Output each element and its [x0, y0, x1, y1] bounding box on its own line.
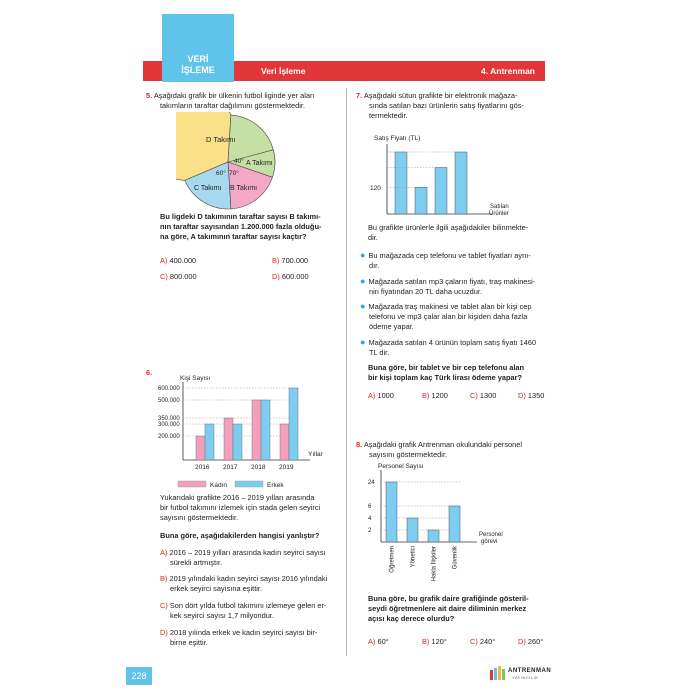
option-letter: C)	[160, 272, 168, 281]
q5-stem-line1: Bu ligdeki D takımının taraftar sayısı B takımı-	[160, 212, 321, 221]
bullet-text: ödeme yapar.	[369, 322, 414, 332]
bullet-text: dır.	[369, 261, 380, 271]
q7-stem-line1: Buna göre, bir tablet ve bir cep telefonu alan	[368, 363, 525, 372]
pie-angle-b: 70°	[229, 170, 239, 177]
q6-bar-erkek	[233, 424, 242, 460]
q7-bullet-2	[360, 275, 550, 297]
q6-category-label: 2016	[195, 464, 210, 471]
option-text: Son dört yılda futbol takımını izlemeye gelen er-	[169, 601, 327, 610]
option-letter: B)	[422, 637, 430, 646]
q8-bar	[449, 506, 460, 542]
q6-option-b[interactable]	[160, 574, 345, 594]
q7-bullet-4	[360, 336, 550, 358]
q6-ytick-label: 600.000	[158, 386, 180, 392]
q8-ytick-label: 24	[368, 480, 375, 486]
option-text: 2019 yılındaki kadın seyirci sayısı 2016 yılındaki	[169, 574, 328, 583]
pie-label-b: B Takımı	[230, 185, 258, 192]
option-text: 700.000	[281, 256, 309, 265]
q8-stem-line2: seydi öğretmenlere ait daire diliminin merkez	[368, 603, 527, 613]
q6-bar-kadın	[252, 400, 261, 460]
q7-option-a[interactable]	[368, 391, 394, 401]
option-letter: B)	[422, 391, 430, 400]
option-text: erkek seyirci sayısına eşittir.	[170, 583, 262, 593]
option-letter: D)	[518, 391, 526, 400]
option-text: 120°	[431, 637, 447, 646]
q6-xlabel: Yıllar	[308, 451, 323, 458]
q6-ytick-label: 500.000	[158, 398, 180, 404]
option-letter: A)	[160, 548, 168, 557]
q7-bar	[435, 168, 447, 215]
bullet-dot: ●	[360, 337, 366, 347]
option-letter: D)	[272, 272, 280, 281]
q8-option-d[interactable]	[518, 637, 543, 647]
bullet-text: nin fiyatından 20 TL daha ucuzdur.	[369, 287, 482, 297]
q7-intro	[356, 91, 551, 121]
option-letter: D)	[518, 637, 526, 646]
q6-body-line1: Yukarıdaki grafikte 2016 – 2019 yılları arasında	[160, 493, 315, 502]
option-letter: B)	[160, 574, 168, 583]
q6-stem: Buna göre, aşağıdakilerden hangisi yanlıştır?	[160, 531, 320, 540]
q8-option-c[interactable]	[470, 637, 495, 647]
q6-bar-kadın	[224, 418, 233, 460]
q7-stem	[368, 363, 553, 383]
q8-ylabel: Personel Sayısı	[378, 463, 424, 470]
option-text: 60°	[377, 637, 389, 646]
q5-number: 5.	[146, 91, 153, 100]
q6-option-c[interactable]	[160, 601, 345, 621]
q7-number: 7.	[356, 91, 363, 100]
q8-ytick-label: 4	[368, 516, 372, 522]
option-text: 800.000	[169, 272, 197, 281]
q8-category-label: Güvenlik	[452, 546, 459, 570]
publisher-logo	[490, 664, 550, 684]
q7-intro-line1: Aşağıdaki sütun grafikte bir elektronik mağaza-	[363, 91, 518, 100]
q6-category-label: 2018	[251, 464, 266, 471]
q7-option-c[interactable]	[470, 391, 496, 401]
test-title: 4. Antrenman	[480, 66, 535, 76]
option-text: kek seyirci sayısı 1,7 milyondur.	[170, 610, 274, 620]
option-text: 1300	[479, 391, 497, 400]
q7-xlabel-2: Ürünler	[489, 211, 509, 217]
q6-bar-kadın	[196, 436, 205, 460]
q6-bar-chart	[150, 374, 345, 494]
bullet-text: telefonu ve mp3 çalar alan bir kişiden daha fazla	[369, 312, 528, 322]
option-text: 260°	[527, 637, 544, 646]
q7-body	[368, 223, 553, 243]
option-letter: C)	[470, 637, 478, 646]
q6-option-a[interactable]	[160, 548, 345, 568]
q6-bar-erkek	[289, 388, 298, 460]
q8-xlabel-2: görevi	[481, 539, 498, 545]
q6-legend-erkek-swatch	[235, 481, 263, 487]
option-text: 2018 yılında erkek ve kadın seyirci sayısı bir-	[169, 628, 318, 637]
q8-bar-chart	[362, 460, 542, 592]
q8-ytick-label: 6	[368, 504, 372, 510]
bullet-text: Mağazada satılan 4 ürünün toplam satış fiyatı 1460	[368, 338, 537, 347]
q6-option-d[interactable]	[160, 628, 345, 648]
q6-legend-erkek: Erkek	[267, 482, 284, 489]
q7-body-line2: dir.	[368, 232, 378, 242]
tab-line1: VERİ	[187, 54, 209, 64]
bullet-dot: ●	[360, 301, 366, 311]
option-text: 400.000	[169, 256, 197, 265]
q8-category-label: Öğretmen	[389, 546, 396, 573]
q6-body	[160, 493, 345, 523]
logo-bars-icon	[490, 666, 506, 680]
q5-stem	[160, 212, 345, 242]
q8-category-label: Hakla İlişkiler	[431, 546, 438, 582]
option-text: 2016 – 2019 yılları arasında kadın seyirci sayısı	[169, 548, 326, 557]
option-text: 1350	[527, 391, 545, 400]
q7-xlabel-1: Satılan	[490, 204, 509, 210]
q8-option-a[interactable]	[368, 637, 389, 647]
q6-legend-kadin-swatch	[178, 481, 206, 487]
q8-option-b[interactable]	[422, 637, 447, 647]
q8-bar	[407, 518, 418, 542]
q8-intro-line1: Aşağıdaki grafik Antrenman okulundaki personel	[363, 440, 523, 449]
q6-bar-erkek	[261, 400, 270, 460]
q6-ytick-label: 200.000	[158, 434, 180, 440]
q5-intro-line1: Aşağıdaki grafik bir ülkenin futbol liginde yer alan	[153, 91, 315, 100]
q6-number: 6.	[146, 368, 153, 377]
pie-angle-a: 40°	[234, 158, 244, 165]
q6-ytick-label: 350.000	[158, 416, 180, 422]
q8-bar	[428, 530, 439, 542]
q7-ytick: 120	[370, 185, 381, 192]
pie-angle-c: 60°	[216, 170, 226, 177]
option-text: 1200	[431, 391, 448, 400]
bullet-dot: ●	[360, 276, 366, 286]
q8-number: 8.	[356, 440, 363, 449]
option-text: sürekli artmıştır.	[170, 557, 223, 567]
q8-intro	[356, 440, 551, 460]
option-letter: C)	[160, 601, 168, 610]
q8-stem-line1: Buna göre, bu grafik daire grafiğinde gösteril-	[368, 594, 529, 603]
q7-option-d[interactable]	[518, 391, 544, 401]
q8-intro-line2: sayısını göstermektedir.	[369, 449, 448, 459]
option-letter: B)	[272, 256, 280, 265]
q7-bar	[395, 152, 407, 214]
bullet-dot: ●	[360, 250, 366, 260]
page-number: 228	[126, 667, 152, 685]
column-divider	[346, 88, 347, 656]
q6-legend-kadin: Kadın	[210, 482, 227, 489]
q6-body-line2: bir futbol takımını izlemek için stada gelen seyirci	[160, 502, 321, 512]
q7-stem-line2: bir kişi toplam kaç Türk lirası ödeme yapar?	[368, 372, 523, 382]
bullet-text: Bu mağazada cep telefonu ve tablet fiyatları aynı-	[368, 251, 531, 260]
q6-bar-kadın	[280, 424, 289, 460]
q8-stem	[368, 594, 553, 624]
q7-bullet-1	[360, 249, 550, 271]
pie-label-a: A Takımı	[246, 160, 273, 167]
q7-body-line1: Bu grafikte ürünlerle ilgili aşağıdakiler bilinmekte-	[368, 223, 529, 232]
q6-ylabel: Kişi Sayısı	[180, 375, 211, 382]
q8-bar	[386, 482, 397, 542]
q7-bar	[415, 187, 427, 214]
q5-option-a[interactable]	[160, 256, 196, 266]
q5-stem-line3: na göre, A takımının taraftar sayısı kaçtır?	[160, 231, 307, 241]
q5-option-b[interactable]	[272, 256, 308, 266]
q6-bar-erkek	[205, 424, 214, 460]
pie-label-c: C Takımı	[194, 185, 222, 192]
q5-pie-chart	[176, 112, 281, 212]
option-text: 1000	[377, 391, 394, 400]
q6-category-label: 2017	[223, 464, 238, 471]
chapter-tab	[162, 14, 234, 82]
q7-intro-line3: termektedir.	[369, 110, 408, 120]
section-title: Veri İşleme	[261, 66, 306, 76]
q5-intro	[146, 91, 341, 111]
logo-text: ANTRENMAN	[508, 668, 552, 674]
q5-stem-line2: nın taraftar sayısından 1.200.000 fazla olduğu-	[160, 221, 322, 231]
q7-option-b[interactable]	[422, 391, 448, 401]
q7-ylabel: Satış Fiyatı (TL)	[374, 135, 421, 142]
option-letter: A)	[368, 391, 376, 400]
option-text: 600.000	[281, 272, 309, 281]
bullet-text: TL dir.	[369, 348, 390, 358]
q6-body-line3: sayısını göstermektedir.	[160, 512, 239, 522]
pie-label-d: D Takımı	[206, 135, 236, 144]
q8-stem-line3: açısı kaç derece olurdu?	[368, 613, 455, 623]
bullet-text: Mağazada traş makinesi ve tablet alan bir kişi cep	[368, 302, 532, 311]
q6-category-label: 2019	[279, 464, 294, 471]
q7-intro-line2: sında satılan bazı ürünlerin satış fiyatlarını gös-	[369, 100, 524, 110]
q7-bullet-3	[360, 300, 550, 332]
q8-xlabel-1: Personel	[479, 532, 503, 538]
q6-ytick-label: 300.000	[158, 422, 180, 428]
option-letter: C)	[470, 391, 478, 400]
q8-category-label: Yönetici	[410, 546, 417, 568]
q5-option-d[interactable]	[272, 272, 309, 282]
option-letter: A)	[368, 637, 376, 646]
option-text: 240°	[479, 637, 496, 646]
q5-intro-line2: takımların taraftar dağılımını göstermektedir.	[160, 100, 305, 110]
tab-line2: İŞLEME	[181, 65, 215, 75]
q7-bar	[455, 152, 467, 214]
q7-bar-chart	[362, 132, 537, 222]
bullet-text: Mağazada satılan mp3 çaların fiyatı, traş makinesi-	[368, 277, 536, 286]
option-text: birne eşittir.	[170, 637, 208, 647]
logo-subtext: YAYINCILIK	[512, 675, 539, 680]
option-letter: A)	[160, 256, 168, 265]
q5-option-c[interactable]	[160, 272, 197, 282]
option-letter: D)	[160, 628, 168, 637]
q8-ytick-label: 2	[368, 528, 372, 534]
